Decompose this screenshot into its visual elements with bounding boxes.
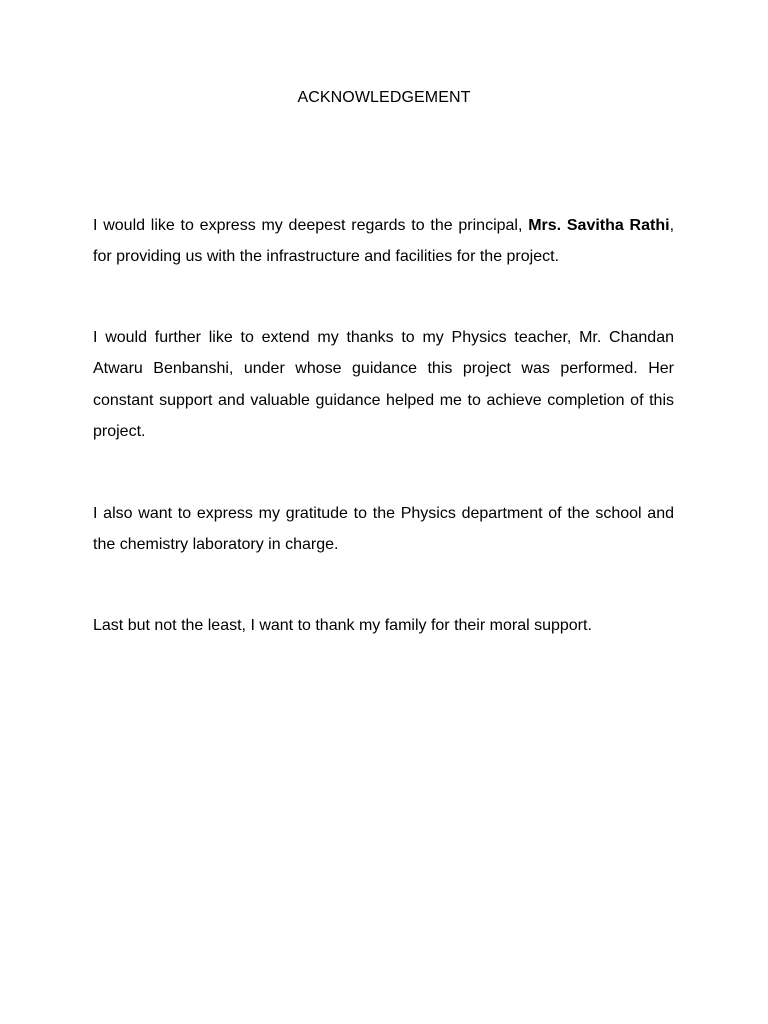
document-title: ACKNOWLEDGEMENT	[297, 89, 471, 106]
paragraph-principal	[93, 210, 674, 273]
paragraph-teacher: I would further like to extend my thanks to my Physics teacher, Mr. Chandan Atwaru Benbanshi, under whose guidance this project was performed. Her constant support and valuable guidance helped me to achieve completion of this project.	[93, 329, 674, 440]
paragraph-principal-text-start: I would like to express my deepest regards to the principal,	[93, 217, 529, 234]
principal-name: Mrs. Savitha Rathi	[528, 217, 670, 234]
paragraph-family: Last but not the least, I want to thank my family for their moral support.	[93, 617, 592, 634]
paragraph-department: I also want to express my gratitude to the Physics department of the school and the chemistry laboratory in charge.	[93, 505, 674, 554]
paragraph-principal-text-end: , for providing us with the infrastructure and facilities for the project.	[93, 217, 675, 266]
